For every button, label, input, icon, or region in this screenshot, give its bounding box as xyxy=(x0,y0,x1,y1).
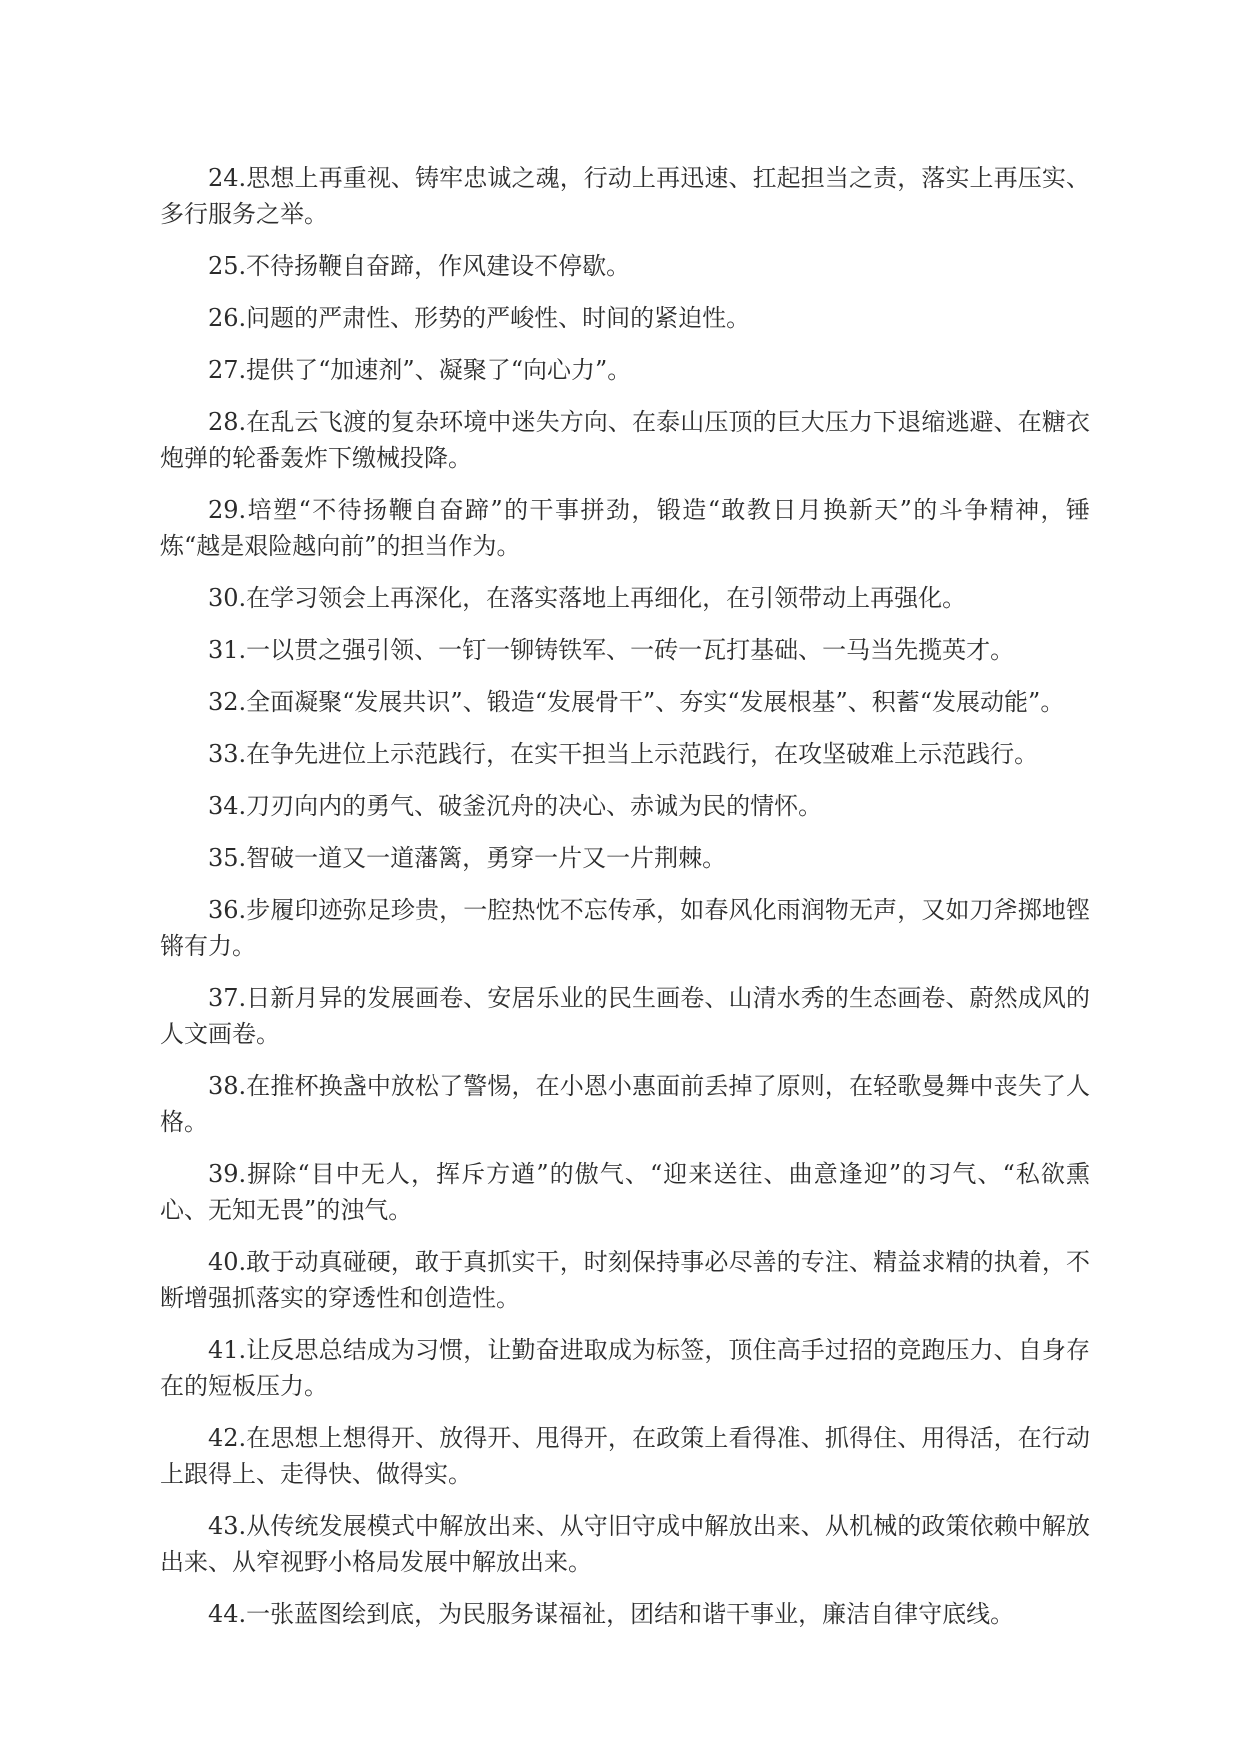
paragraph-29: 29.培塑“不待扬鞭自奋蹄”的干事拼劲，锻造“敢教日月换新天”的斗争精神，锤炼“越是艰险越向前”的担当作为。 xyxy=(160,496,1090,560)
paragraph-35: 35.智破一道又一道藩篱，勇穿一片又一片荆棘。 xyxy=(208,844,727,872)
paragraph-33: 33.在争先进位上示范践行，在实干担当上示范践行，在攻坚破难上示范践行。 xyxy=(208,740,1039,768)
paragraph-41: 41.让反思总结成为习惯，让勤奋进取成为标签，顶住高手过招的竞跑压力、自身存在的短板压力。 xyxy=(160,1336,1090,1400)
paragraph-25: 25.不待扬鞭自奋蹄，作风建设不停歇。 xyxy=(208,252,631,280)
paragraph-31: 31.一以贯之强引领、一钉一铆铸铁军、一砖一瓦打基础、一马当先揽英才。 xyxy=(208,636,1015,664)
paragraph-40: 40.敢于动真碰硬，敢于真抓实干，时刻保持事必尽善的专注、精益求精的执着，不断增强抓落实的穿透性和创造性。 xyxy=(160,1248,1090,1312)
paragraph-42: 42.在思想上想得开、放得开、甩得开，在政策上看得准、抓得住、用得活，在行动上跟得上、走得快、做得实。 xyxy=(160,1424,1090,1488)
paragraph-28: 28.在乱云飞渡的复杂环境中迷失方向、在泰山压顶的巨大压力下退缩逃避、在糖衣炮弹的轮番轰炸下缴械投降。 xyxy=(160,408,1090,472)
paragraph-43: 43.从传统发展模式中解放出来、从守旧守成中解放出来、从机械的政策依赖中解放出来、从窄视野小格局发展中解放出来。 xyxy=(160,1512,1090,1576)
paragraph-30: 30.在学习领会上再深化，在落实落地上再细化，在引领带动上再强化。 xyxy=(208,584,967,612)
paragraph-24: 24.思想上再重视、铸牢忠诚之魂，行动上再迅速、扛起担当之责，落实上再压实、多行服务之举。 xyxy=(160,164,1090,228)
paragraph-38: 38.在推杯换盏中放松了警惕，在小恩小惠面前丢掉了原则，在轻歌曼舞中丧失了人格。 xyxy=(160,1072,1090,1136)
paragraph-44: 44.一张蓝图绘到底，为民服务谋福祉，团结和谐干事业，廉洁自律守底线。 xyxy=(208,1600,1015,1628)
paragraph-27: 27.提供了“加速剂”、凝聚了“向心力”。 xyxy=(208,356,632,384)
paragraph-39: 39.摒除“目中无人，挥斥方遒”的傲气、“迎来送往、曲意逢迎”的习气、“私欲熏心、无知无畏”的浊气。 xyxy=(160,1160,1090,1224)
paragraph-32: 32.全面凝聚“发展共识”、锻造“发展骨干”、夯实“发展根基”、积蓄“发展动能”。 xyxy=(208,688,1065,716)
paragraph-34: 34.刀刃向内的勇气、破釜沉舟的决心、赤诚为民的情怀。 xyxy=(208,792,823,820)
document-page xyxy=(160,160,1090,1648)
paragraph-37: 37.日新月异的发展画卷、安居乐业的民生画卷、山清水秀的生态画卷、蔚然成风的人文画卷。 xyxy=(160,984,1090,1048)
paragraph-26: 26.问题的严肃性、形势的严峻性、时间的紧迫性。 xyxy=(208,304,751,332)
paragraph-36: 36.步履印迹弥足珍贵，一腔热忱不忘传承，如春风化雨润物无声，又如刀斧掷地铿锵有力。 xyxy=(160,896,1090,960)
